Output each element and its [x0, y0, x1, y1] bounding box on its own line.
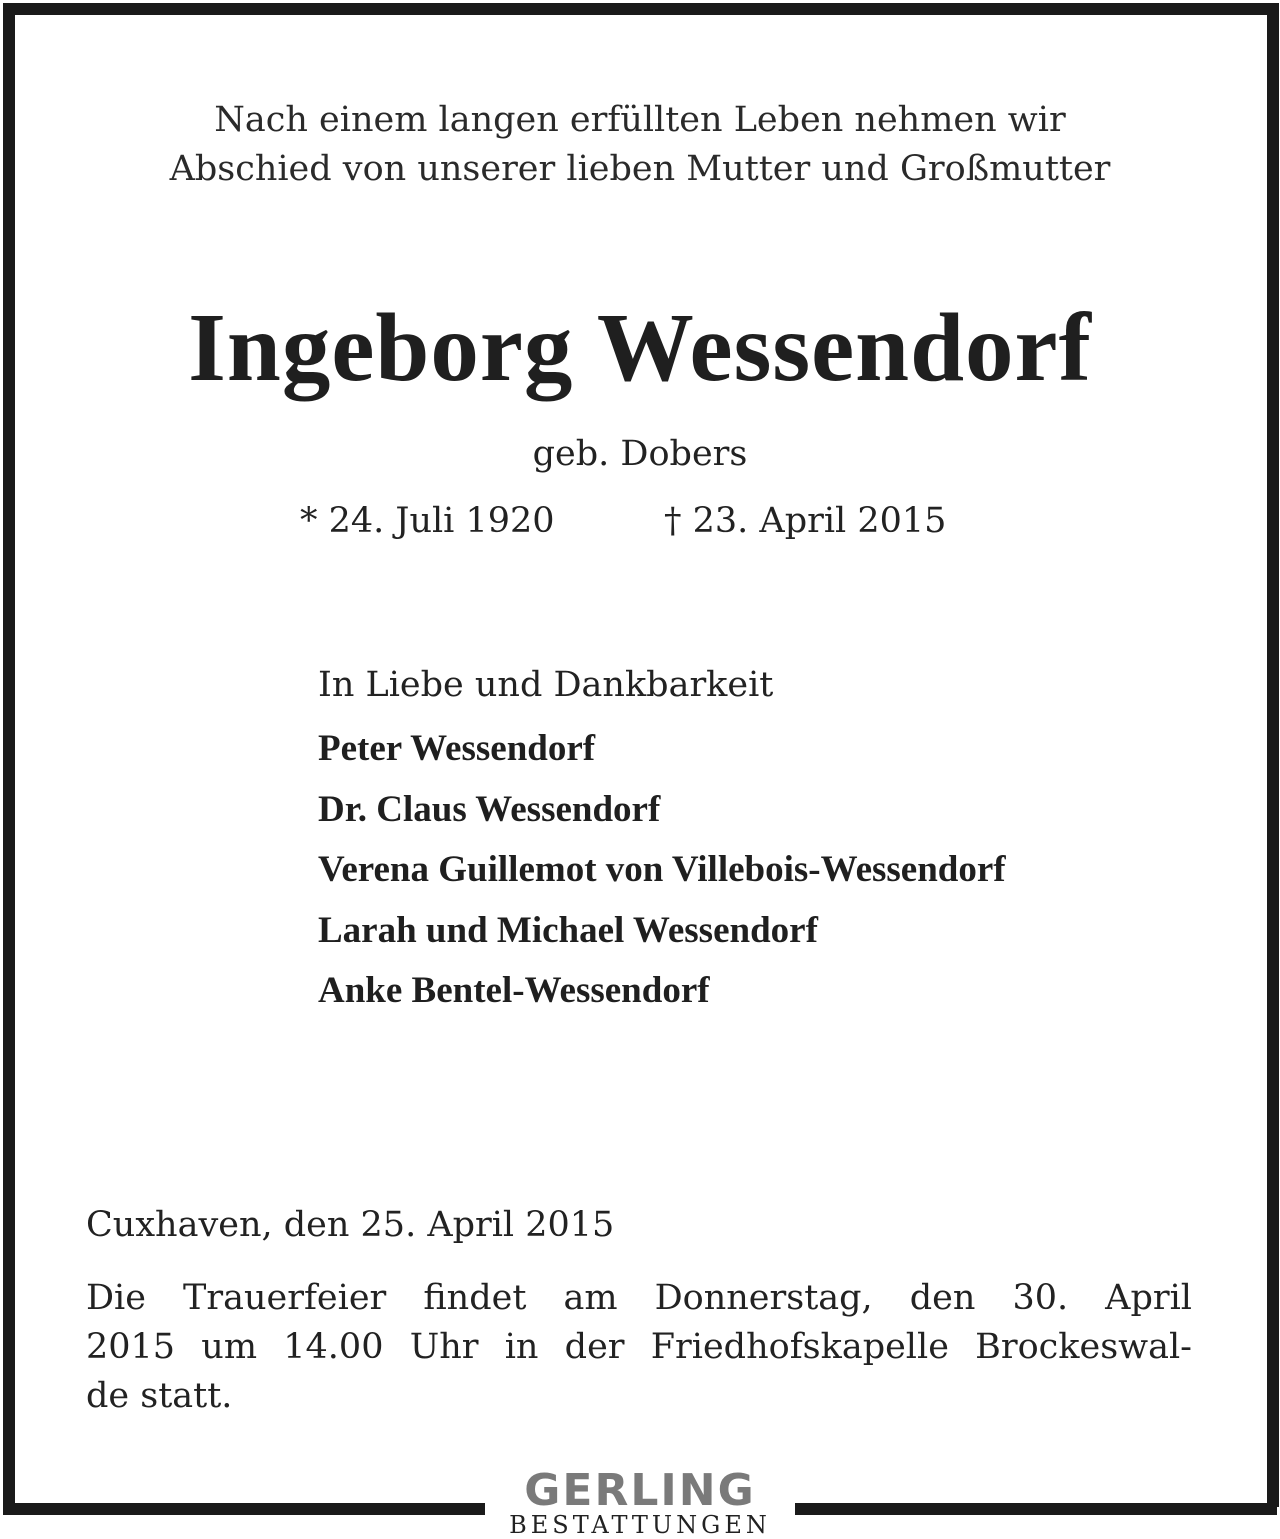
mourner-name: Verena Guillemot von Villebois-Wessendorf [318, 849, 1006, 890]
mourners-block [318, 659, 1218, 1022]
place-date: Cuxhaven, den 25. April 2015 [86, 1205, 615, 1245]
birth-date: * 24. Juli 1920 [300, 501, 555, 541]
deceased-name: Ingeborg Wessendorf [188, 294, 1092, 401]
bottom-rule-right [795, 1503, 1277, 1515]
mourners-intro: In Liebe und Dankbarkeit [318, 665, 774, 705]
funeral-line-3: de statt. [86, 1376, 233, 1416]
logo-wordmark: GERLING [524, 1465, 756, 1516]
death-date: † 23. April 2015 [664, 501, 947, 541]
funeral-line-2: 2015 um 14.00 Uhr in der Friedhofskapelle Brockeswal- [86, 1327, 1192, 1367]
funeral-line-1: Die Trauerfeier findet am Donnerstag, den 30. April [86, 1278, 1192, 1318]
intro-line-1: Nach einem langen erfüllten Leben nehmen wir [214, 100, 1066, 140]
undertaker-logo [490, 1466, 790, 1538]
mourner-name: Larah und Michael Wessendorf [318, 909, 818, 951]
maiden-name: geb. Dobers [532, 434, 748, 474]
funeral-notice [86, 1274, 1192, 1421]
bottom-rule-left [3, 1503, 485, 1515]
intro-line-2: Abschied von unserer lieben Mutter und Großmutter [169, 149, 1111, 189]
mourner-name: Peter Wessendorf [318, 728, 596, 769]
mourner-name: Anke Bentel-Wessendorf [318, 970, 710, 1011]
logo-subtitle: BESTATTUNGEN [509, 1511, 771, 1539]
mourner-name: Dr. Claus Wessendorf [318, 788, 661, 830]
intro-text [60, 96, 1220, 194]
